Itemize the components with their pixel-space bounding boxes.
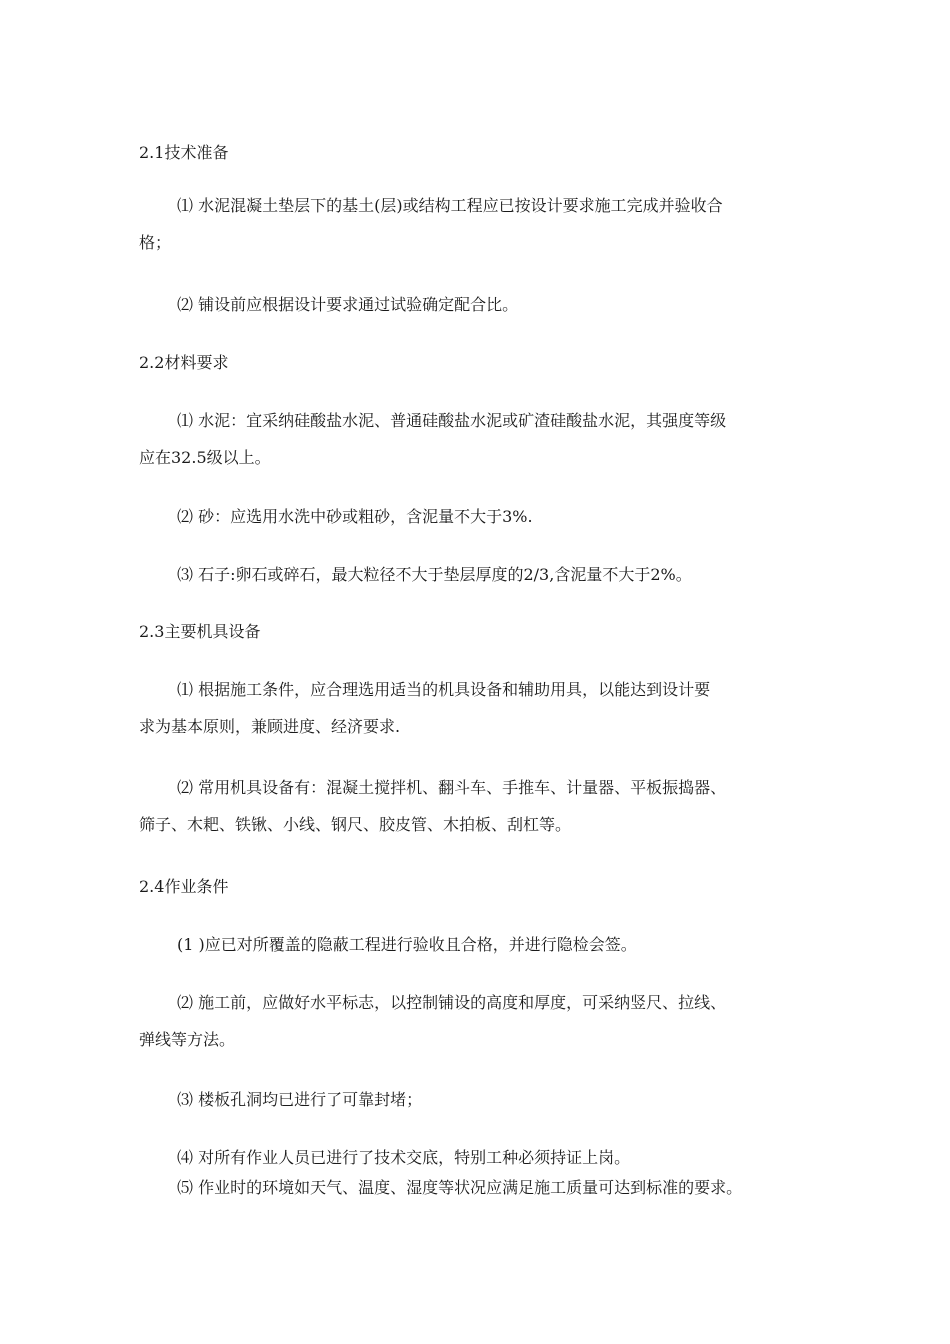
paragraph [139,286,829,323]
paragraph-line: (1 )应已对所覆盖的隐蔽工程进行验收且合格，并进行隐检会签。 [177,935,637,954]
paragraph [139,402,829,476]
paragraph-line: ⑴ 水泥混凝土垫层下的基土(层)或结构工程应已按设计要求施工完成并验收合 [177,196,723,215]
paragraph [139,187,829,261]
paragraph [139,1081,829,1118]
paragraph [139,984,829,1058]
paragraph-line: ⑵ 施工前，应做好水平标志，以控制铺设的高度和厚度，可采纳竖尺、拉线、 [177,993,727,1012]
paragraph [139,556,829,593]
paragraph-line: ⑴ 根据施工条件，应合理选用适当的机具设备和辅助用具，以能达到设计要 [177,680,711,699]
paragraph-line: ⑷ 对所有作业人员已进行了技术交底，特别工种必须持证上岗。 [177,1148,631,1167]
section-heading: 2.2材料要求 [139,353,229,372]
paragraph-line: ⑵ 铺设前应根据设计要求通过试验确定配合比。 [177,295,519,314]
paragraph [139,498,829,535]
paragraph-line: ⑴ 水泥：宜采纳硅酸盐水泥、普通硅酸盐水泥或矿渣硅酸盐水泥，其强度等级 [177,411,727,430]
paragraph-line: ⑸ 作业时的环境如天气、温度、湿度等状况应满足施工质量可达到标准的要求。 [177,1178,743,1197]
paragraph-line: ⑵ 砂：应选用水洗中砂或粗砂，含泥量不大于3%. [177,507,533,526]
paragraph-line: ⑶ 石子:卵石或碎石，最大粒径不大于垫层厚度的2/3,含泥量不大于2%。 [177,565,692,584]
paragraph [139,926,829,963]
paragraph-continuation: 筛子、木耙、铁锹、小线、钢尺、胶皮管、木拍板、刮杠等。 [139,815,572,834]
paragraph-continuation: 求为基本原则，兼顾进度、经济要求. [139,717,401,736]
paragraph-continuation: 格； [139,233,172,252]
section-heading: 2.1技术准备 [139,143,229,162]
paragraph-line: ⑵ 常用机具设备有：混凝土搅拌机、翻斗车、手推车、计量器、平板振捣器、 [177,778,727,797]
section-heading: 2.3主要机具设备 [139,622,261,641]
section-heading: 2.4作业条件 [139,877,229,896]
paragraph-continuation: 弹线等方法。 [139,1030,236,1049]
paragraph [139,769,829,843]
paragraph [139,1176,829,1200]
paragraph [139,1139,829,1176]
paragraph-line: ⑶ 楼板孔洞均已进行了可靠封堵； [177,1090,423,1109]
paragraph [139,671,829,745]
paragraph-continuation: 应在32.5级以上。 [139,448,271,467]
